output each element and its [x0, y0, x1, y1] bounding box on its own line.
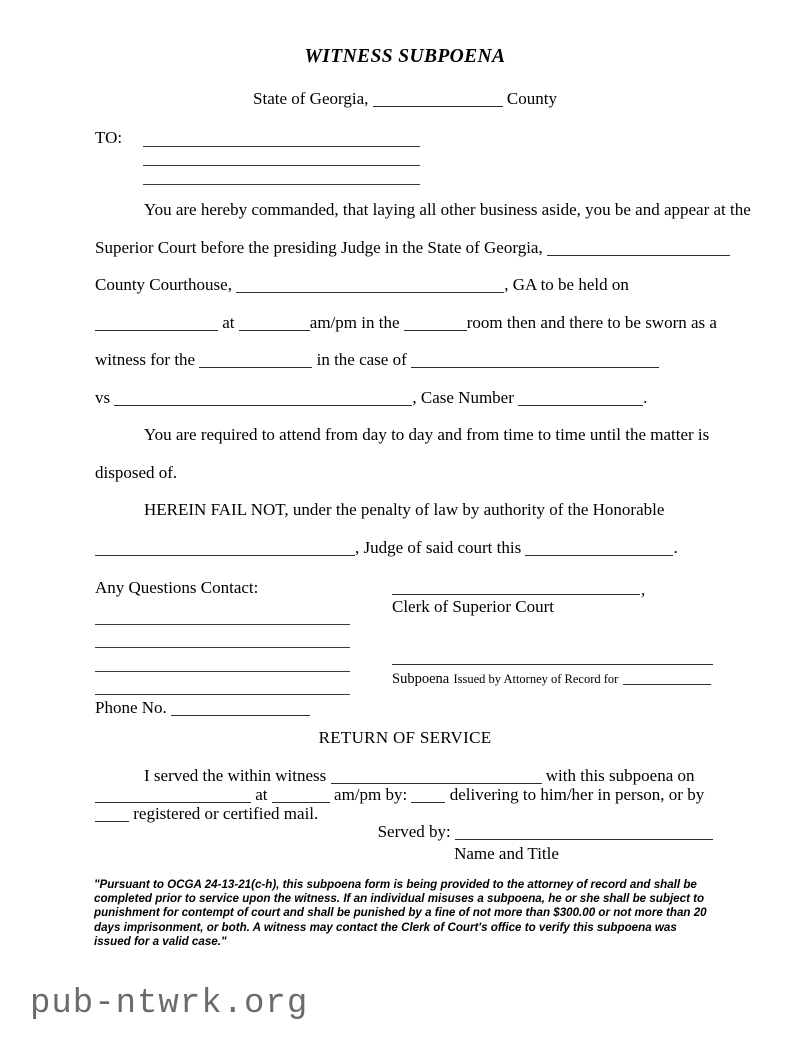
phone-blank-field[interactable] — [171, 702, 310, 716]
ros-ampm-label: am/pm by: — [334, 785, 408, 804]
to-label: TO: — [95, 128, 123, 147]
case-defendant-blank-field[interactable] — [114, 392, 412, 406]
attend-sentence-1: You are required to attend from day to day and from time to time until the matter is — [144, 425, 710, 444]
clerk-signature-comma: , — [641, 580, 646, 599]
name-and-title-row — [95, 844, 713, 864]
statutory-footnote: "Pursuant to OCGA 24-13-21(c-h), this subpoena form is being provided to the attorney of record and shall be completed prior to service upon the witness. If an individual misuses a subpoena, he or she shall be subject to punishment for contempt of court and shall be punished by a fine of not more than $300.00 or not more than 20 days imprisonment, or both. A witness may contact the Clerk of Court's office to verify this subpoena was issued for a valid case." — [94, 878, 707, 948]
to-recipient-fields — [143, 128, 420, 185]
attend-sentence-2: disposed of. — [95, 462, 178, 482]
case-number-blank-field[interactable] — [518, 392, 643, 406]
contact-column — [95, 578, 350, 718]
served-within-witness-label: I served the within witness — [144, 766, 327, 785]
witness-party-blank-field[interactable] — [199, 354, 312, 368]
ros-line-2 — [95, 785, 713, 804]
command-body — [95, 200, 751, 575]
contact-blank-line-4[interactable] — [95, 672, 350, 696]
body-line-7 — [95, 425, 713, 463]
to-blank-line-3[interactable] — [143, 166, 420, 185]
registered-mail-label: registered or certified mail. — [133, 804, 319, 823]
time-blank-field[interactable] — [239, 317, 310, 331]
body-line-2 — [95, 238, 713, 276]
service-date-blank-field[interactable] — [95, 789, 251, 803]
served-by-blank-field[interactable] — [455, 826, 713, 840]
service-time-blank-field[interactable] — [272, 789, 330, 803]
body-line-6 — [95, 388, 713, 426]
body-line-1 — [95, 200, 751, 238]
watermark: pub-ntwrk.org — [30, 985, 309, 1023]
served-by-label: Served by: — [377, 822, 451, 841]
command-sentence-1: You are hereby commanded, that laying all other business aside, you be and appear at the — [144, 200, 751, 219]
judge-name-blank-field[interactable] — [95, 542, 355, 556]
contact-blank-line-1[interactable] — [95, 601, 350, 625]
case-number-label: , Case Number — [412, 387, 514, 407]
case-plaintiff-blank-field[interactable] — [411, 354, 659, 368]
judge-line-period: . — [673, 537, 678, 557]
body-line-4 — [95, 312, 717, 351]
county-courthouse-label: County Courthouse, — [95, 275, 232, 294]
clerk-signature-blank-field[interactable] — [392, 594, 640, 595]
ros-at-label: at — [255, 785, 268, 804]
body-line-8 — [95, 463, 713, 501]
subpoena-word-label: Subpoena — [392, 671, 450, 687]
delivery-person-checkbox-field[interactable] — [411, 789, 445, 803]
body-line-9 — [95, 500, 713, 538]
judge-date-blank-field[interactable] — [525, 542, 673, 556]
served-by-row — [95, 822, 713, 842]
return-of-service-block — [95, 766, 713, 863]
contact-blank-line-2[interactable] — [95, 625, 350, 649]
to-blank-line-2[interactable] — [143, 147, 420, 166]
name-and-title-label: Name and Title — [454, 844, 559, 863]
superior-court-label: Superior Court before the presiding Judge in the State of Georgia, — [95, 237, 543, 257]
ros-line-1 — [95, 766, 713, 785]
body-line-3 — [95, 275, 713, 313]
clerk-signature-row — [392, 578, 713, 599]
body-line-10 — [95, 538, 713, 576]
phone-label: Phone No. — [95, 698, 167, 717]
served-witness-blank-field[interactable] — [331, 770, 542, 784]
courtroom-blank-field[interactable] — [404, 317, 467, 331]
courthouse-blank-field[interactable] — [236, 279, 504, 293]
county-name-blank-field[interactable] — [547, 242, 730, 256]
sworn-label: room then and there to be sworn as a — [466, 312, 717, 332]
registered-mail-checkbox-field[interactable] — [95, 808, 129, 822]
witness-for-label: witness for the — [95, 350, 196, 369]
delivering-in-person-label: delivering to him/her in person, or by — [449, 785, 705, 804]
date-blank-field[interactable] — [95, 317, 218, 331]
county-blank-field[interactable] — [373, 93, 503, 107]
county-suffix-label: County — [506, 89, 557, 108]
judge-of-said-court-label: , Judge of said court this — [355, 537, 522, 557]
phone-row — [95, 695, 350, 718]
clerk-column — [392, 578, 713, 687]
with-this-subpoena-label: with this subpoena on — [545, 766, 695, 785]
return-of-service-title: RETURN OF SERVICE — [318, 728, 492, 747]
state-prefix-label: State of Georgia, — [253, 89, 369, 108]
page-title: WITNESS SUBPOENA — [304, 46, 506, 67]
to-blank-line-1[interactable] — [143, 128, 420, 147]
attorney-caption-row — [392, 668, 711, 688]
in-case-of-label: in the case of — [316, 350, 407, 369]
herein-fail-not-sentence: HEREIN FAIL NOT, under the penalty of law by authority of the Honorable — [144, 500, 665, 519]
body-line-5 — [95, 350, 713, 388]
contact-heading: Any Questions Contact: — [95, 578, 259, 597]
issued-by-attorney-label: Issued by Attorney of Record for — [453, 672, 619, 686]
clerk-of-superior-court-label: Clerk of Superior Court — [392, 597, 554, 616]
at-label: at — [222, 312, 235, 332]
ga-held-on-label: , GA to be held on — [504, 275, 629, 294]
attorney-signature-blank-field[interactable] — [392, 664, 713, 665]
state-county-line — [0, 89, 810, 109]
vs-label: vs — [95, 387, 111, 407]
attorney-record-blank-field[interactable] — [623, 673, 711, 685]
contact-blank-line-3[interactable] — [95, 648, 350, 672]
ros-line-3 — [95, 804, 713, 823]
ampm-label: am/pm in the — [309, 312, 400, 332]
case-number-period: . — [643, 387, 648, 407]
